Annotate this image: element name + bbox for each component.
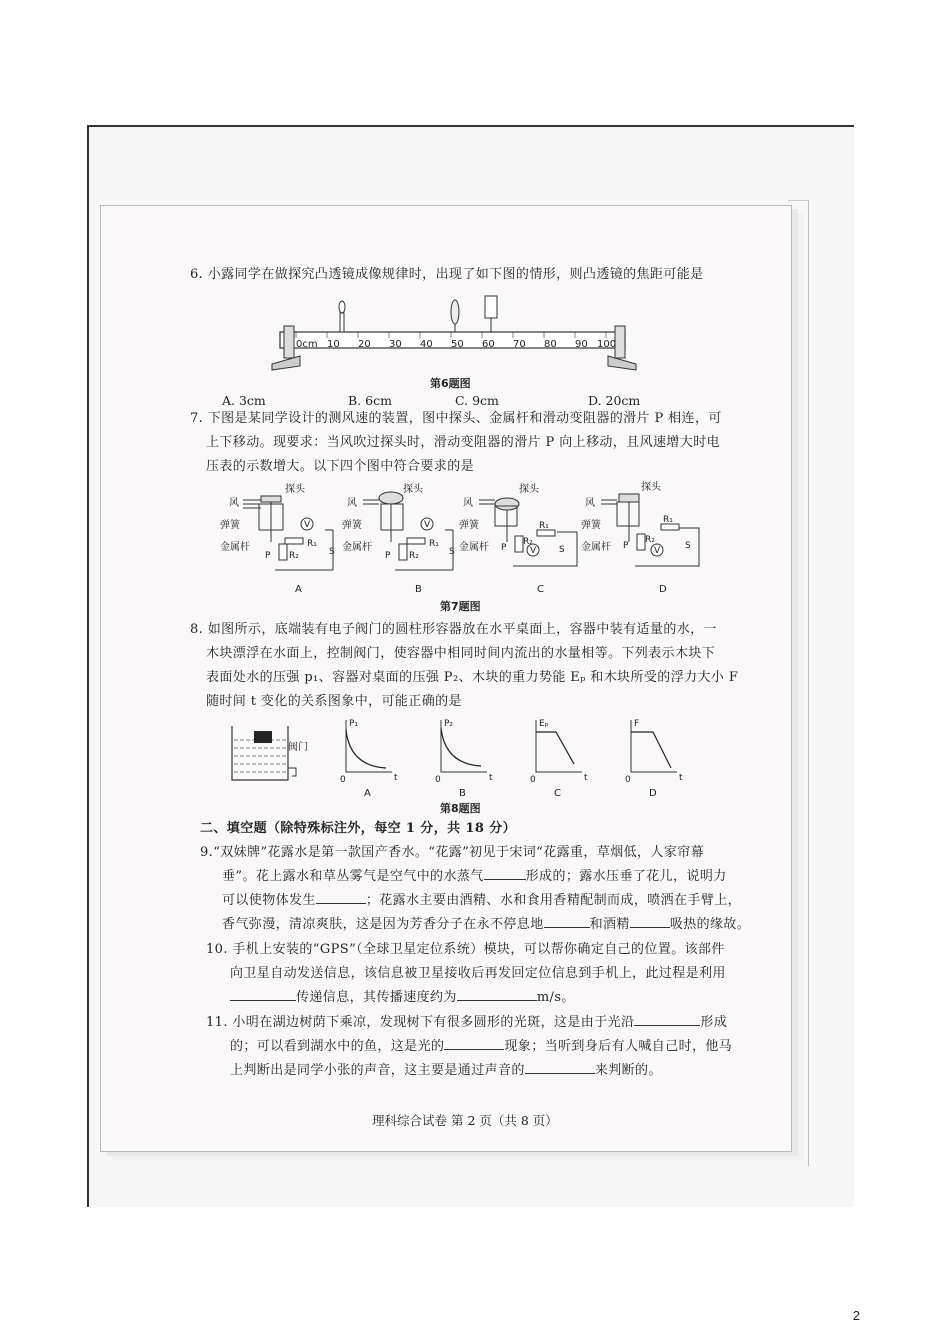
- ruler-label: 10: [327, 339, 340, 350]
- q7-line2: 上下移动。现要求：当风吹过探头时，滑动变阻器的滑片 P 向上移动，且风速增大时电: [206, 435, 721, 450]
- svg-text:风: 风: [347, 498, 357, 509]
- q7-line3: 压表的示数增大。以下四个图中符合要求的是: [206, 459, 475, 474]
- svg-text:S: S: [559, 545, 565, 555]
- q9-line4: [222, 913, 750, 937]
- svg-text:P: P: [501, 543, 507, 553]
- svg-text:P: P: [385, 551, 391, 561]
- graph-origin-label: 0: [435, 775, 441, 785]
- svg-text:探头: 探头: [519, 484, 539, 495]
- svg-text:风: 风: [229, 498, 239, 509]
- svg-text:弹簧: 弹簧: [342, 520, 362, 531]
- svg-text:金属杆: 金属杆: [459, 542, 489, 553]
- graph-label-label: A: [364, 788, 371, 799]
- ruler-label: 100: [597, 339, 617, 350]
- svg-text:R₂: R₂: [409, 551, 419, 561]
- wood-block: [254, 731, 272, 743]
- svg-text:V: V: [304, 520, 311, 530]
- ruler-label: 20: [358, 339, 371, 350]
- q9-blank-1[interactable]: [484, 865, 526, 880]
- q6-option-d: D. 20cm: [588, 393, 641, 408]
- section2-heading: 二、填空题（除特殊标注外，每空 1 分，共 18 分）: [200, 821, 517, 836]
- svg-text:弹簧: 弹簧: [581, 520, 601, 531]
- q11-line2: [230, 1035, 732, 1059]
- svg-text:S: S: [329, 547, 335, 557]
- graph-y-label: P₂: [444, 719, 454, 729]
- q9-l3a: 可以使物体发生: [222, 893, 316, 908]
- q10-blank-2[interactable]: [457, 986, 537, 1001]
- svg-text:探头: 探头: [285, 484, 305, 495]
- circuit-c: [459, 482, 577, 595]
- svg-text:S: S: [685, 541, 691, 551]
- graph-label-label: B: [459, 788, 466, 799]
- svg-text:P: P: [265, 551, 271, 561]
- q8-graphs: [340, 718, 700, 798]
- q6-option-c: C. 9cm: [455, 393, 499, 408]
- svg-text:R₁: R₁: [307, 539, 317, 549]
- q9-l4a: 香气弥漫，清凉爽肤，这是因为芳香分子在永不停息地: [222, 917, 544, 932]
- q9-line3: [222, 889, 741, 913]
- q8-caption: 第8题图: [440, 802, 481, 815]
- graph-label-label: C: [554, 788, 561, 799]
- graph-origin-label: 0: [530, 775, 536, 785]
- graph-x-label: t: [679, 773, 683, 783]
- q10-l3b: m/s。: [536, 990, 575, 1005]
- q9-l2b: 形成的；露水压垂了花儿，说明力: [525, 869, 727, 884]
- q8-graph-b: [435, 719, 493, 799]
- svg-text:C: C: [537, 584, 544, 595]
- q11-line1: [206, 1011, 727, 1035]
- q11-l1a: 11. 小明在湖边树荫下乘凉，发现树下有很多圆形的光斑，这是由于光沿: [206, 1015, 635, 1030]
- q8-line4: 随时间 t 变化的关系图象中，可能正确的是: [206, 694, 462, 709]
- graph-y-label: F: [634, 719, 640, 729]
- q11-l2a: 的；可以看到湖水中的鱼，这是光的: [230, 1039, 445, 1054]
- q7-caption: 第7题图: [440, 600, 481, 613]
- svg-text:B: B: [415, 584, 422, 595]
- q9-l4c: 吸热的缘故。: [669, 917, 751, 932]
- svg-text:探头: 探头: [641, 482, 661, 493]
- circuit-b: [342, 482, 455, 595]
- q8-graph-c: [530, 719, 588, 799]
- svg-text:风: 风: [585, 498, 595, 509]
- graph-label-label: D: [649, 788, 657, 799]
- q8-line1: 8. 如图所示，底端装有电子阀门的圆柱形容器放在水平桌面上，容器中装有适量的水，一: [190, 622, 717, 637]
- ruler-label: 90: [575, 339, 588, 350]
- ruler-label: 30: [389, 339, 402, 350]
- svg-text:V: V: [530, 546, 537, 556]
- q10-l3a: 传递信息，其传播速度约为: [296, 990, 457, 1005]
- ruler-label: 40: [420, 339, 433, 350]
- q9-l3b: ；花露水主要由酒精、水和食用香精配制而成，喷洒在手臂上，: [365, 893, 742, 908]
- ruler-label: 70: [513, 339, 526, 350]
- circuit-a: [220, 482, 335, 595]
- page-number: 2: [852, 1308, 860, 1323]
- q11-l3a: 上判断出是同学小张的声音，这主要是通过声音的: [230, 1063, 525, 1078]
- svg-text:R₁: R₁: [663, 515, 673, 525]
- page-footer: 理科综合试卷 第 2 页（共 8 页）: [372, 1113, 558, 1128]
- q8-container-figure: [230, 722, 320, 784]
- graph-origin-label: 0: [625, 775, 631, 785]
- graph-x-label: t: [584, 773, 588, 783]
- svg-text:金属杆: 金属杆: [220, 542, 250, 553]
- q11-line3: [230, 1059, 662, 1083]
- q6-option-a: A. 3cm: [222, 393, 266, 408]
- svg-text:A: A: [295, 584, 302, 595]
- q9-l2a: 垂”。花上露水和草丛雾气是空气中的水蒸气: [222, 869, 484, 884]
- q10-line2: 向卫星自动发送信息，该信息被卫星接收后再发回定位信息到手机上，此过程是利用: [230, 966, 726, 981]
- q8-graph-d: [625, 719, 683, 799]
- q11-l2b: 现象；当听到身后有人喊自己时，他马: [504, 1039, 733, 1054]
- svg-text:V: V: [654, 546, 661, 556]
- svg-text:S: S: [449, 547, 455, 557]
- q9-blank-3[interactable]: [544, 913, 590, 928]
- ruler-label: 0cm: [296, 339, 318, 350]
- graph-origin-label: 0: [340, 775, 346, 785]
- q10-blank-1[interactable]: [230, 986, 296, 1001]
- svg-text:弹簧: 弹簧: [459, 520, 479, 531]
- graph-x-label: t: [394, 773, 398, 783]
- svg-text:金属杆: 金属杆: [581, 542, 611, 553]
- q11-blank-3[interactable]: [525, 1059, 595, 1074]
- q6-option-b: B. 6cm: [348, 393, 392, 408]
- graph-y-label: Eₚ: [539, 719, 549, 729]
- screen-icon: [485, 296, 497, 332]
- graph-curve: [441, 728, 481, 766]
- svg-text:探头: 探头: [403, 484, 423, 495]
- q6-caption: 第6题图: [430, 377, 471, 390]
- svg-text:R₁: R₁: [429, 539, 439, 549]
- lens-icon: [451, 300, 459, 332]
- q8-line3: 表面处水的压强 p₁、容器对桌面的压强 P₂、木块的重力势能 Eₚ 和木块所受的浮力大小 F: [206, 670, 739, 685]
- q6-text: 6. 小露同学在做探究凸透镜成像规律时，出现了如下图的情形，则凸透镜的焦距可能是: [190, 267, 704, 282]
- q10-line3: [230, 986, 575, 1010]
- svg-text:R₂: R₂: [523, 537, 533, 547]
- circuit-d: [581, 480, 699, 595]
- graph-y-label: P₁: [349, 719, 359, 729]
- svg-text:R₂: R₂: [645, 535, 655, 545]
- valve-label: 阀门: [288, 742, 308, 753]
- q9-line1: 9.“双妹牌”花露水是第一款国产香水。“花露”初见于宋词“花露重，草烟低，人家帘幕: [200, 845, 705, 860]
- svg-text:风: 风: [463, 498, 473, 509]
- q6-optical-bench: [270, 292, 640, 372]
- q11-l1b: 形成: [700, 1015, 728, 1030]
- svg-text:R₁: R₁: [539, 521, 549, 531]
- graph-x-label: t: [489, 773, 493, 783]
- graph-curve: [346, 730, 386, 768]
- q11-blank-2[interactable]: [444, 1035, 504, 1050]
- q7-line1: 7. 下图是某同学设计的测风速的装置，图中探头、金属杆和滑动变阻器的滑片 P 相连，可: [190, 411, 722, 426]
- q9-blank-4[interactable]: [630, 913, 670, 928]
- svg-text:金属杆: 金属杆: [342, 542, 372, 553]
- ruler-label: 50: [451, 339, 464, 350]
- svg-text:V: V: [424, 520, 431, 530]
- q11-blank-1[interactable]: [634, 1011, 700, 1026]
- q10-line1: 10. 手机上安装的“GPS”（全球卫星定位系统）模块，可以帮你确定自己的位置。该部件: [206, 942, 725, 957]
- svg-text:R₂: R₂: [289, 551, 299, 561]
- graph-curve: [536, 732, 574, 764]
- ruler-label: 60: [482, 339, 495, 350]
- q8-line2: 木块漂浮在水面上，控制阀门，使容器中相同时间内流出的水量相等。下列表示木块下: [206, 646, 716, 661]
- q7-circuit-diagrams: [215, 480, 705, 600]
- svg-text:D: D: [659, 584, 667, 595]
- svg-text:弹簧: 弹簧: [220, 520, 240, 531]
- q9-blank-2[interactable]: [316, 889, 366, 904]
- graph-curve: [631, 732, 671, 768]
- q11-l3b: 来判断的。: [594, 1063, 662, 1078]
- candle-icon: [339, 301, 345, 332]
- q9-line2: [222, 865, 727, 889]
- ruler-label: 80: [544, 339, 557, 350]
- q8-graph-a: [340, 719, 398, 799]
- svg-text:P: P: [623, 541, 629, 551]
- q9-l4b: 和酒精: [589, 917, 630, 932]
